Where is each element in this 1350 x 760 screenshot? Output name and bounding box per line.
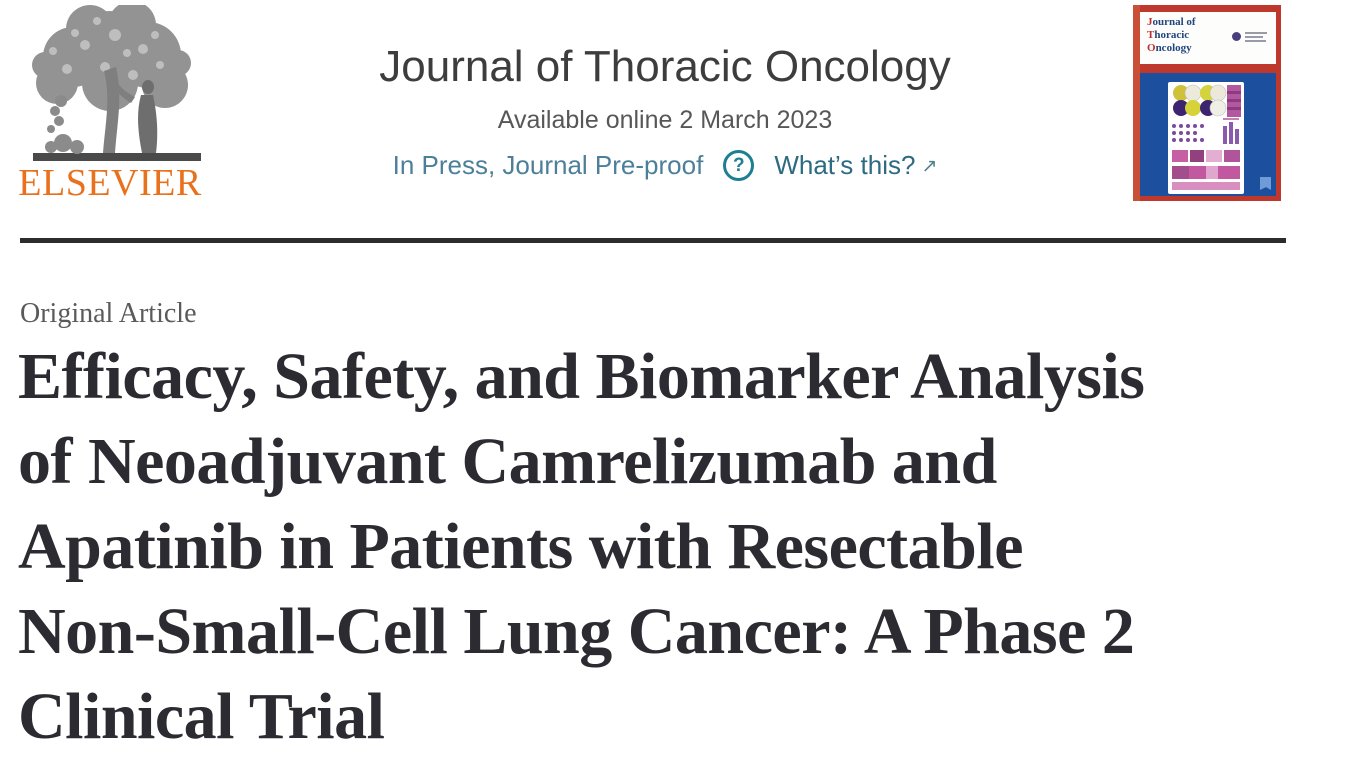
article-title	[18, 334, 1338, 759]
article-title-line: Apatinib in Patients with Resectable	[18, 510, 1023, 583]
whats-this-link[interactable]	[774, 150, 937, 181]
external-link-arrow-icon: ↗	[921, 156, 938, 177]
cover-spine	[1133, 5, 1140, 201]
article-title-line: Non-Small-Cell Lung Cancer: A Phase 2	[18, 595, 1135, 668]
cover-emblem-icon	[1260, 177, 1271, 190]
header-divider	[20, 238, 1286, 243]
cover-figure-mosaic-icon	[1168, 82, 1244, 194]
cover-red-strip	[1140, 64, 1276, 73]
elsevier-tree-icon	[15, 5, 205, 163]
journal-title-link[interactable]: Journal of Thoracic Oncology	[379, 42, 951, 91]
publication-status-row	[393, 150, 938, 181]
article-category-label: Original Article	[20, 298, 197, 329]
in-press-status-link[interactable]: In Press, Journal Pre-proof	[392, 150, 704, 180]
question-circle-icon[interactable]	[723, 150, 754, 181]
cover-figure-panel	[1168, 82, 1244, 194]
available-online-date: Available online 2 March 2023	[497, 106, 833, 134]
question-mark-glyph: ?	[733, 154, 745, 176]
society-mini-logo-icon	[1232, 28, 1270, 46]
cover-title-line: Oncology	[1147, 42, 1192, 54]
cover-masthead	[1140, 12, 1276, 64]
elsevier-logo[interactable]	[15, 5, 205, 203]
cover-title-line: Journal of	[1147, 16, 1196, 28]
cover-body	[1140, 73, 1276, 196]
journal-cover-thumbnail[interactable]	[1133, 5, 1281, 201]
elsevier-wordmark: ELSEVIER	[18, 162, 202, 204]
whats-this-label: What’s this?	[774, 150, 916, 180]
journal-header	[300, 0, 1030, 215]
cover-title-line: Thoracic	[1147, 29, 1190, 41]
article-title-line: Efficacy, Safety, and Biomarker Analysis	[18, 340, 1145, 413]
article-title-line: Clinical Trial	[18, 680, 385, 753]
article-title-line: of Neoadjuvant Camrelizumab and	[18, 425, 997, 498]
